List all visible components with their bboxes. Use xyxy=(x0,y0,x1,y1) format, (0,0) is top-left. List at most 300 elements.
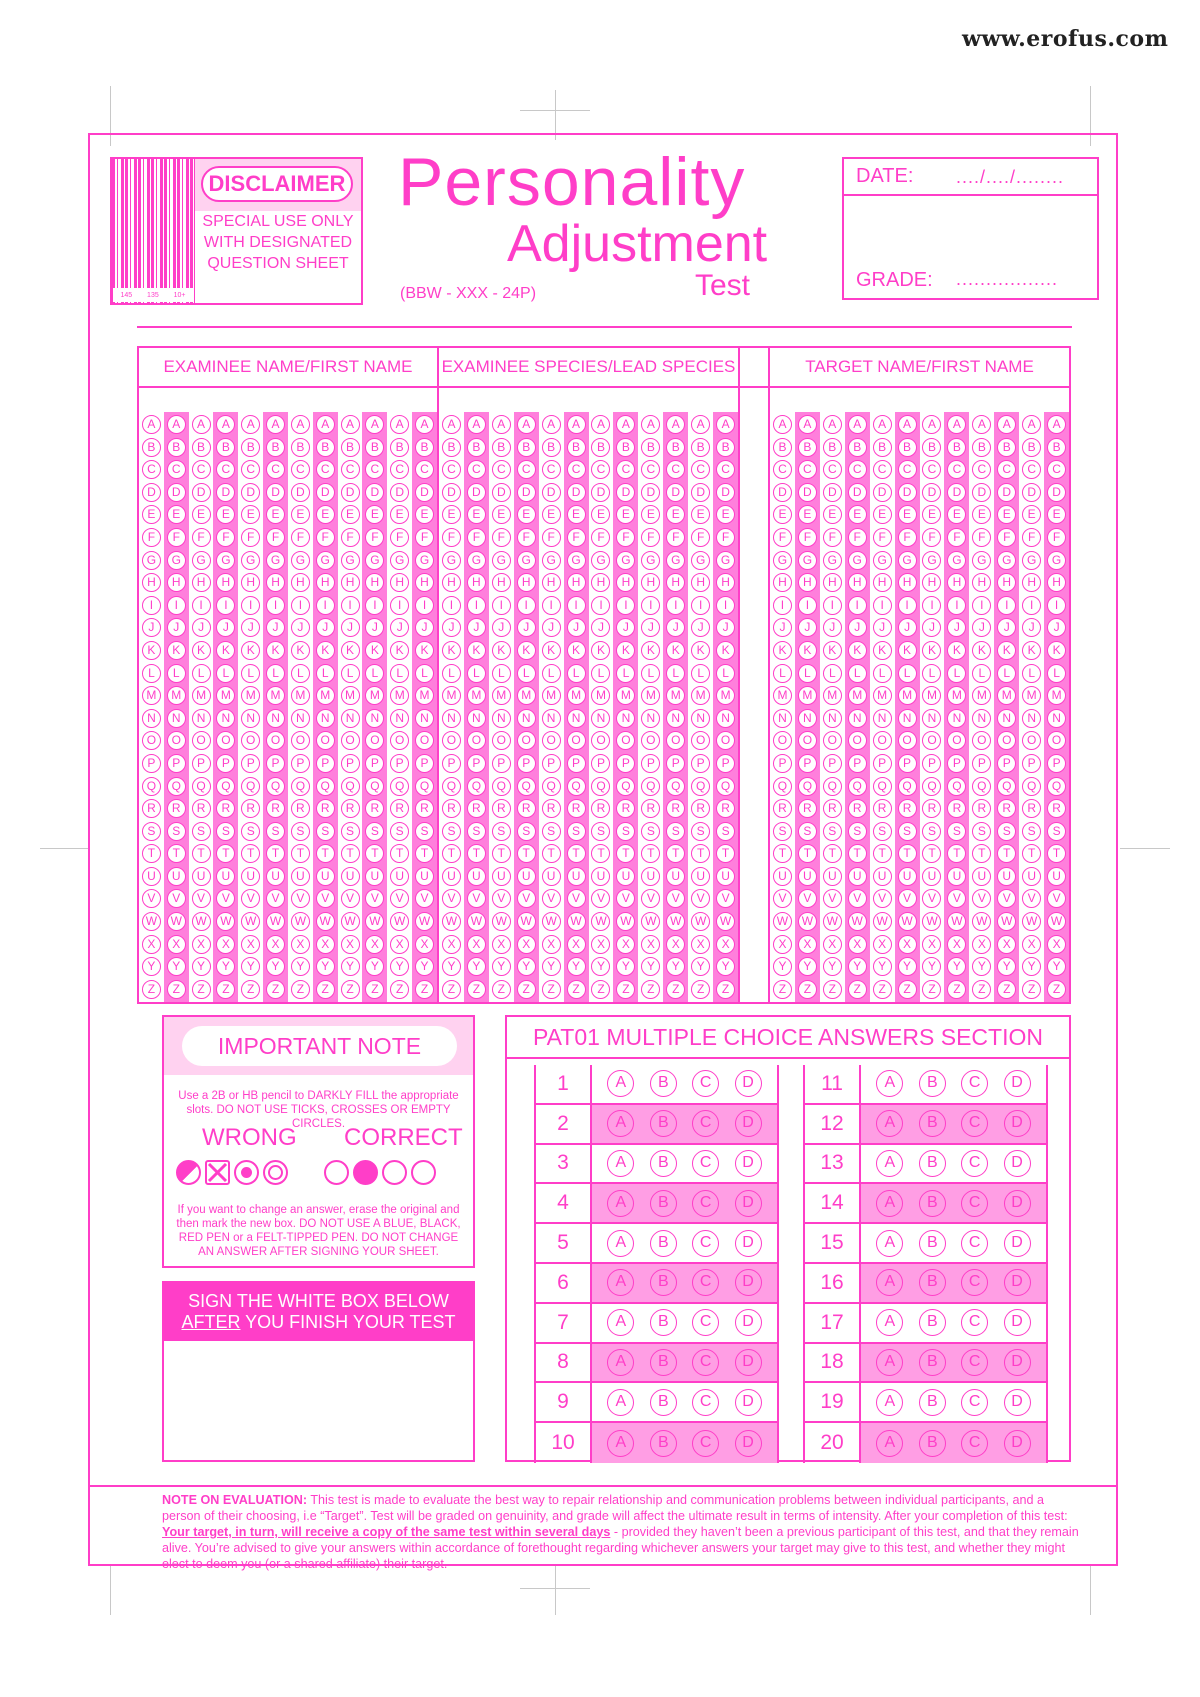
letter-bubble[interactable]: B xyxy=(873,438,892,457)
letter-bubble[interactable]: Z xyxy=(517,980,536,999)
letter-bubble[interactable]: Z xyxy=(341,980,360,999)
letter-bubble[interactable]: Q xyxy=(365,777,384,796)
letter-bubble[interactable]: R xyxy=(666,799,685,818)
letter-bubble[interactable]: J xyxy=(823,618,842,637)
letter-bubble[interactable]: V xyxy=(641,889,660,908)
letter-bubble[interactable]: W xyxy=(898,912,917,931)
letter-bubble[interactable]: S xyxy=(947,822,966,841)
letter-bubble[interactable]: W xyxy=(517,912,536,931)
letter-bubble[interactable]: P xyxy=(341,754,360,773)
letter-bubble[interactable]: T xyxy=(390,844,409,863)
letter-bubble[interactable]: I xyxy=(167,596,186,615)
letter-bubble[interactable]: H xyxy=(316,573,335,592)
letter-bubble[interactable]: D xyxy=(591,483,610,502)
letter-bubble[interactable]: P xyxy=(567,754,586,773)
letter-bubble[interactable]: W xyxy=(291,912,310,931)
letter-bubble[interactable]: L xyxy=(666,664,685,683)
letter-bubble[interactable]: N xyxy=(922,709,941,728)
letter-bubble[interactable]: U xyxy=(848,867,867,886)
letter-bubble[interactable]: I xyxy=(567,596,586,615)
letter-bubble[interactable]: Z xyxy=(898,980,917,999)
letter-bubble[interactable]: J xyxy=(922,618,941,637)
letter-bubble[interactable]: T xyxy=(365,844,384,863)
letter-bubble[interactable]: W xyxy=(773,912,792,931)
letter-bubble[interactable]: X xyxy=(947,935,966,954)
letter-bubble[interactable]: T xyxy=(773,844,792,863)
letter-bubble[interactable]: D xyxy=(873,483,892,502)
letter-bubble[interactable]: G xyxy=(616,551,635,570)
letter-bubble[interactable]: K xyxy=(192,641,211,660)
letter-bubble[interactable]: I xyxy=(142,596,161,615)
letter-bubble[interactable]: U xyxy=(192,867,211,886)
letter-bubble[interactable]: U xyxy=(691,867,710,886)
letter-bubble[interactable]: I xyxy=(341,596,360,615)
letter-bubble[interactable]: X xyxy=(616,935,635,954)
letter-bubble[interactable]: H xyxy=(341,573,360,592)
letter-bubble[interactable]: V xyxy=(542,889,561,908)
letter-bubble[interactable]: T xyxy=(241,844,260,863)
letter-bubble[interactable]: Z xyxy=(823,980,842,999)
letter-bubble[interactable]: R xyxy=(192,799,211,818)
letter-bubble[interactable]: K xyxy=(467,641,486,660)
letter-bubble[interactable]: X xyxy=(922,935,941,954)
letter-bubble[interactable]: C xyxy=(365,460,384,479)
letter-bubble[interactable]: Q xyxy=(616,777,635,796)
letter-bubble[interactable]: N xyxy=(898,709,917,728)
letter-bubble[interactable]: A xyxy=(773,415,792,434)
letter-bubble[interactable]: M xyxy=(691,686,710,705)
letter-bubble[interactable]: K xyxy=(390,641,409,660)
letter-bubble[interactable]: N xyxy=(716,709,735,728)
letter-bubble[interactable]: F xyxy=(442,528,461,547)
letter-bubble[interactable]: B xyxy=(773,438,792,457)
letter-bubble[interactable]: B xyxy=(567,438,586,457)
letter-bubble[interactable]: A xyxy=(666,415,685,434)
letter-bubble[interactable]: W xyxy=(341,912,360,931)
letter-bubble[interactable]: L xyxy=(341,664,360,683)
letter-bubble[interactable]: C xyxy=(972,460,991,479)
letter-bubble[interactable]: X xyxy=(142,935,161,954)
letter-bubble[interactable]: H xyxy=(898,573,917,592)
letter-bubble[interactable]: P xyxy=(291,754,310,773)
letter-bubble[interactable]: A xyxy=(997,415,1016,434)
letter-bubble[interactable]: X xyxy=(773,935,792,954)
letter-bubble[interactable]: G xyxy=(517,551,536,570)
letter-bubble[interactable]: F xyxy=(947,528,966,547)
letter-bubble[interactable]: I xyxy=(316,596,335,615)
letter-bubble[interactable]: F xyxy=(167,528,186,547)
letter-bubble[interactable]: L xyxy=(192,664,211,683)
letter-bubble[interactable]: P xyxy=(666,754,685,773)
letter-bubble[interactable]: D xyxy=(773,483,792,502)
letter-bubble[interactable]: P xyxy=(641,754,660,773)
letter-bubble[interactable]: A xyxy=(798,415,817,434)
letter-bubble[interactable]: X xyxy=(641,935,660,954)
letter-bubble[interactable]: N xyxy=(848,709,867,728)
letter-bubble[interactable]: F xyxy=(922,528,941,547)
answer-bubble[interactable]: A xyxy=(607,1309,634,1336)
letter-bubble[interactable]: H xyxy=(997,573,1016,592)
letter-bubble[interactable]: Q xyxy=(898,777,917,796)
letter-bubble[interactable]: R xyxy=(947,799,966,818)
letter-bubble[interactable]: M xyxy=(167,686,186,705)
letter-bubble[interactable]: R xyxy=(216,799,235,818)
letter-bubble[interactable]: M xyxy=(773,686,792,705)
letter-bubble[interactable]: Z xyxy=(542,980,561,999)
letter-bubble[interactable]: A xyxy=(823,415,842,434)
letter-bubble[interactable]: Y xyxy=(167,957,186,976)
letter-bubble[interactable]: D xyxy=(390,483,409,502)
letter-bubble[interactable]: S xyxy=(691,822,710,841)
letter-bubble[interactable]: L xyxy=(898,664,917,683)
letter-bubble[interactable]: I xyxy=(467,596,486,615)
letter-bubble[interactable]: E xyxy=(997,505,1016,524)
letter-bubble[interactable]: F xyxy=(266,528,285,547)
letter-bubble[interactable]: U xyxy=(390,867,409,886)
letter-bubble[interactable]: J xyxy=(972,618,991,637)
letter-bubble[interactable]: O xyxy=(922,731,941,750)
letter-bubble[interactable]: B xyxy=(947,438,966,457)
answer-bubble[interactable]: B xyxy=(650,1190,677,1217)
letter-bubble[interactable]: A xyxy=(365,415,384,434)
letter-bubble[interactable]: N xyxy=(591,709,610,728)
letter-bubble[interactable]: T xyxy=(216,844,235,863)
letter-bubble[interactable]: R xyxy=(798,799,817,818)
letter-bubble[interactable]: G xyxy=(542,551,561,570)
letter-bubble[interactable]: C xyxy=(316,460,335,479)
letter-bubble[interactable]: X xyxy=(848,935,867,954)
letter-bubble[interactable]: S xyxy=(192,822,211,841)
letter-bubble[interactable]: W xyxy=(492,912,511,931)
letter-bubble[interactable]: R xyxy=(341,799,360,818)
letter-bubble[interactable]: X xyxy=(365,935,384,954)
letter-bubble[interactable]: R xyxy=(167,799,186,818)
letter-bubble[interactable]: Q xyxy=(390,777,409,796)
letter-bubble[interactable]: F xyxy=(216,528,235,547)
letter-bubble[interactable]: E xyxy=(567,505,586,524)
letter-bubble[interactable]: X xyxy=(591,935,610,954)
letter-bubble[interactable]: N xyxy=(415,709,434,728)
letter-bubble[interactable]: I xyxy=(390,596,409,615)
letter-bubble[interactable]: H xyxy=(666,573,685,592)
letter-bubble[interactable]: W xyxy=(316,912,335,931)
letter-bubble[interactable]: D xyxy=(947,483,966,502)
letter-bubble[interactable]: F xyxy=(241,528,260,547)
letter-bubble[interactable]: Y xyxy=(341,957,360,976)
letter-bubble[interactable]: E xyxy=(666,505,685,524)
letter-bubble[interactable]: C xyxy=(716,460,735,479)
letter-bubble[interactable]: I xyxy=(1022,596,1041,615)
letter-bubble[interactable]: T xyxy=(1047,844,1066,863)
letter-bubble[interactable]: V xyxy=(591,889,610,908)
letter-bubble[interactable]: D xyxy=(192,483,211,502)
letter-bubble[interactable]: J xyxy=(691,618,710,637)
letter-bubble[interactable]: H xyxy=(492,573,511,592)
letter-bubble[interactable]: W xyxy=(972,912,991,931)
letter-bubble[interactable]: Y xyxy=(316,957,335,976)
letter-bubble[interactable]: O xyxy=(972,731,991,750)
letter-bubble[interactable]: F xyxy=(467,528,486,547)
letter-bubble[interactable]: B xyxy=(1022,438,1041,457)
letter-bubble[interactable]: W xyxy=(691,912,710,931)
answer-bubble[interactable]: A xyxy=(876,1230,903,1257)
letter-bubble[interactable]: C xyxy=(341,460,360,479)
answer-bubble[interactable]: C xyxy=(961,1389,988,1416)
letter-bubble[interactable]: A xyxy=(266,415,285,434)
letter-bubble[interactable]: H xyxy=(591,573,610,592)
letter-bubble[interactable]: I xyxy=(641,596,660,615)
letter-bubble[interactable]: I xyxy=(898,596,917,615)
letter-bubble[interactable]: R xyxy=(467,799,486,818)
letter-bubble[interactable]: N xyxy=(241,709,260,728)
letter-bubble[interactable]: S xyxy=(641,822,660,841)
letter-bubble[interactable]: S xyxy=(542,822,561,841)
letter-bubble[interactable]: R xyxy=(415,799,434,818)
letter-bubble[interactable]: T xyxy=(341,844,360,863)
letter-bubble[interactable]: N xyxy=(467,709,486,728)
letter-bubble[interactable]: B xyxy=(492,438,511,457)
letter-bubble[interactable]: K xyxy=(1047,641,1066,660)
letter-bubble[interactable]: Z xyxy=(192,980,211,999)
letter-bubble[interactable]: A xyxy=(616,415,635,434)
letter-bubble[interactable]: L xyxy=(517,664,536,683)
letter-bubble[interactable]: C xyxy=(1022,460,1041,479)
letter-bubble[interactable]: Y xyxy=(616,957,635,976)
letter-bubble[interactable]: D xyxy=(542,483,561,502)
letter-bubble[interactable]: X xyxy=(216,935,235,954)
letter-bubble[interactable]: X xyxy=(517,935,536,954)
letter-bubble[interactable]: I xyxy=(947,596,966,615)
letter-bubble[interactable]: A xyxy=(873,415,892,434)
letter-bubble[interactable]: J xyxy=(167,618,186,637)
letter-bubble[interactable]: W xyxy=(716,912,735,931)
letter-bubble[interactable]: K xyxy=(591,641,610,660)
letter-bubble[interactable]: P xyxy=(616,754,635,773)
letter-bubble[interactable]: R xyxy=(591,799,610,818)
letter-bubble[interactable]: T xyxy=(316,844,335,863)
letter-bubble[interactable]: W xyxy=(192,912,211,931)
letter-bubble[interactable]: K xyxy=(291,641,310,660)
letter-bubble[interactable]: T xyxy=(691,844,710,863)
letter-bubble[interactable]: E xyxy=(1047,505,1066,524)
letter-bubble[interactable]: O xyxy=(517,731,536,750)
letter-bubble[interactable]: M xyxy=(798,686,817,705)
letter-bubble[interactable]: L xyxy=(773,664,792,683)
letter-bubble[interactable]: G xyxy=(415,551,434,570)
letter-bubble[interactable]: P xyxy=(922,754,941,773)
answer-bubble[interactable]: B xyxy=(650,1430,677,1457)
letter-bubble[interactable]: D xyxy=(517,483,536,502)
letter-bubble[interactable]: S xyxy=(616,822,635,841)
letter-bubble[interactable]: G xyxy=(241,551,260,570)
answer-bubble[interactable]: C xyxy=(692,1269,719,1296)
letter-bubble[interactable]: J xyxy=(567,618,586,637)
letter-bubble[interactable]: G xyxy=(873,551,892,570)
letter-bubble[interactable]: Y xyxy=(567,957,586,976)
answer-bubble[interactable]: A xyxy=(607,1150,634,1177)
letter-bubble[interactable]: D xyxy=(972,483,991,502)
answer-bubble[interactable]: C xyxy=(692,1230,719,1257)
answer-bubble[interactable]: A xyxy=(876,1110,903,1137)
letter-bubble[interactable]: K xyxy=(415,641,434,660)
letter-bubble[interactable]: Y xyxy=(415,957,434,976)
letter-bubble[interactable]: C xyxy=(997,460,1016,479)
letter-bubble[interactable]: Z xyxy=(167,980,186,999)
letter-bubble[interactable]: S xyxy=(1022,822,1041,841)
answer-bubble[interactable]: A xyxy=(607,1349,634,1376)
letter-bubble[interactable]: B xyxy=(341,438,360,457)
letter-bubble[interactable]: E xyxy=(365,505,384,524)
letter-bubble[interactable]: A xyxy=(415,415,434,434)
letter-bubble[interactable]: F xyxy=(716,528,735,547)
letter-bubble[interactable]: F xyxy=(390,528,409,547)
letter-bubble[interactable]: Q xyxy=(972,777,991,796)
answer-bubble[interactable]: A xyxy=(876,1430,903,1457)
letter-bubble[interactable]: P xyxy=(442,754,461,773)
letter-bubble[interactable]: O xyxy=(716,731,735,750)
letter-bubble[interactable]: X xyxy=(415,935,434,954)
letter-bubble[interactable]: W xyxy=(616,912,635,931)
letter-bubble[interactable]: Y xyxy=(823,957,842,976)
letter-bubble[interactable]: K xyxy=(823,641,842,660)
letter-bubble[interactable]: D xyxy=(666,483,685,502)
letter-bubble[interactable]: P xyxy=(542,754,561,773)
letter-bubble[interactable]: R xyxy=(898,799,917,818)
letter-bubble[interactable]: A xyxy=(467,415,486,434)
letter-bubble[interactable]: D xyxy=(898,483,917,502)
letter-bubble[interactable]: J xyxy=(641,618,660,637)
letter-bubble[interactable]: I xyxy=(241,596,260,615)
letter-bubble[interactable]: E xyxy=(167,505,186,524)
letter-bubble[interactable]: Q xyxy=(1047,777,1066,796)
letter-bubble[interactable]: Z xyxy=(291,980,310,999)
letter-bubble[interactable]: E xyxy=(142,505,161,524)
letter-bubble[interactable]: J xyxy=(341,618,360,637)
letter-bubble[interactable]: U xyxy=(898,867,917,886)
letter-bubble[interactable]: Z xyxy=(1022,980,1041,999)
letter-bubble[interactable]: L xyxy=(365,664,384,683)
letter-bubble[interactable]: A xyxy=(641,415,660,434)
letter-bubble[interactable]: Q xyxy=(442,777,461,796)
letter-bubble[interactable]: C xyxy=(216,460,235,479)
letter-bubble[interactable]: O xyxy=(848,731,867,750)
letter-bubble[interactable]: M xyxy=(972,686,991,705)
letter-bubble[interactable]: Y xyxy=(591,957,610,976)
letter-bubble[interactable]: G xyxy=(798,551,817,570)
letter-bubble[interactable]: I xyxy=(192,596,211,615)
letter-bubble[interactable]: H xyxy=(266,573,285,592)
letter-bubble[interactable]: K xyxy=(798,641,817,660)
letter-bubble[interactable]: F xyxy=(415,528,434,547)
letter-bubble[interactable]: U xyxy=(798,867,817,886)
letter-bubble[interactable]: L xyxy=(823,664,842,683)
letter-bubble[interactable]: B xyxy=(616,438,635,457)
letter-bubble[interactable]: A xyxy=(492,415,511,434)
letter-bubble[interactable]: E xyxy=(542,505,561,524)
letter-bubble[interactable]: P xyxy=(823,754,842,773)
answer-bubble[interactable]: C xyxy=(692,1430,719,1457)
letter-bubble[interactable]: X xyxy=(467,935,486,954)
letter-bubble[interactable]: F xyxy=(142,528,161,547)
letter-bubble[interactable]: L xyxy=(492,664,511,683)
letter-bubble[interactable]: S xyxy=(142,822,161,841)
letter-bubble[interactable]: A xyxy=(442,415,461,434)
letter-bubble[interactable]: O xyxy=(567,731,586,750)
letter-bubble[interactable]: H xyxy=(192,573,211,592)
letter-bubble[interactable]: N xyxy=(365,709,384,728)
letter-bubble[interactable]: Q xyxy=(291,777,310,796)
answer-bubble[interactable]: C xyxy=(692,1110,719,1137)
letter-bubble[interactable]: T xyxy=(567,844,586,863)
letter-bubble[interactable]: G xyxy=(691,551,710,570)
answer-bubble[interactable]: D xyxy=(1004,1150,1031,1177)
letter-bubble[interactable]: P xyxy=(716,754,735,773)
letter-bubble[interactable]: Q xyxy=(666,777,685,796)
letter-bubble[interactable]: O xyxy=(241,731,260,750)
letter-bubble[interactable]: C xyxy=(848,460,867,479)
letter-bubble[interactable]: R xyxy=(567,799,586,818)
letter-bubble[interactable]: T xyxy=(467,844,486,863)
letter-bubble[interactable]: C xyxy=(922,460,941,479)
letter-bubble[interactable]: E xyxy=(616,505,635,524)
letter-bubble[interactable]: X xyxy=(192,935,211,954)
letter-bubble[interactable]: P xyxy=(241,754,260,773)
letter-bubble[interactable]: B xyxy=(823,438,842,457)
letter-bubble[interactable]: D xyxy=(291,483,310,502)
letter-bubble[interactable]: E xyxy=(641,505,660,524)
letter-bubble[interactable]: M xyxy=(666,686,685,705)
letter-bubble[interactable]: R xyxy=(1047,799,1066,818)
letter-bubble[interactable]: G xyxy=(716,551,735,570)
letter-bubble[interactable]: O xyxy=(142,731,161,750)
letter-bubble[interactable]: E xyxy=(1022,505,1041,524)
letter-bubble[interactable]: N xyxy=(1022,709,1041,728)
letter-bubble[interactable]: U xyxy=(492,867,511,886)
letter-bubble[interactable]: N xyxy=(972,709,991,728)
letter-bubble[interactable]: M xyxy=(390,686,409,705)
letter-bubble[interactable]: R xyxy=(972,799,991,818)
letter-bubble[interactable]: I xyxy=(492,596,511,615)
letter-bubble[interactable]: M xyxy=(542,686,561,705)
letter-bubble[interactable]: J xyxy=(1022,618,1041,637)
letter-bubble[interactable]: Z xyxy=(666,980,685,999)
letter-bubble[interactable]: E xyxy=(492,505,511,524)
letter-bubble[interactable]: X xyxy=(873,935,892,954)
letter-bubble[interactable]: T xyxy=(922,844,941,863)
letter-bubble[interactable]: V xyxy=(492,889,511,908)
letter-bubble[interactable]: O xyxy=(316,731,335,750)
letter-bubble[interactable]: Y xyxy=(266,957,285,976)
letter-bubble[interactable]: E xyxy=(591,505,610,524)
letter-bubble[interactable]: L xyxy=(467,664,486,683)
letter-bubble[interactable]: V xyxy=(898,889,917,908)
letter-bubble[interactable]: I xyxy=(716,596,735,615)
letter-bubble[interactable]: O xyxy=(415,731,434,750)
letter-bubble[interactable]: W xyxy=(266,912,285,931)
letter-bubble[interactable]: C xyxy=(798,460,817,479)
letter-bubble[interactable]: U xyxy=(415,867,434,886)
letter-bubble[interactable]: V xyxy=(365,889,384,908)
letter-bubble[interactable]: N xyxy=(442,709,461,728)
answer-bubble[interactable]: C xyxy=(692,1309,719,1336)
letter-bubble[interactable]: S xyxy=(798,822,817,841)
letter-bubble[interactable]: Y xyxy=(848,957,867,976)
letter-bubble[interactable]: R xyxy=(641,799,660,818)
letter-bubble[interactable]: Z xyxy=(691,980,710,999)
letter-bubble[interactable]: T xyxy=(666,844,685,863)
letter-bubble[interactable]: N xyxy=(1047,709,1066,728)
letter-bubble[interactable]: N xyxy=(542,709,561,728)
